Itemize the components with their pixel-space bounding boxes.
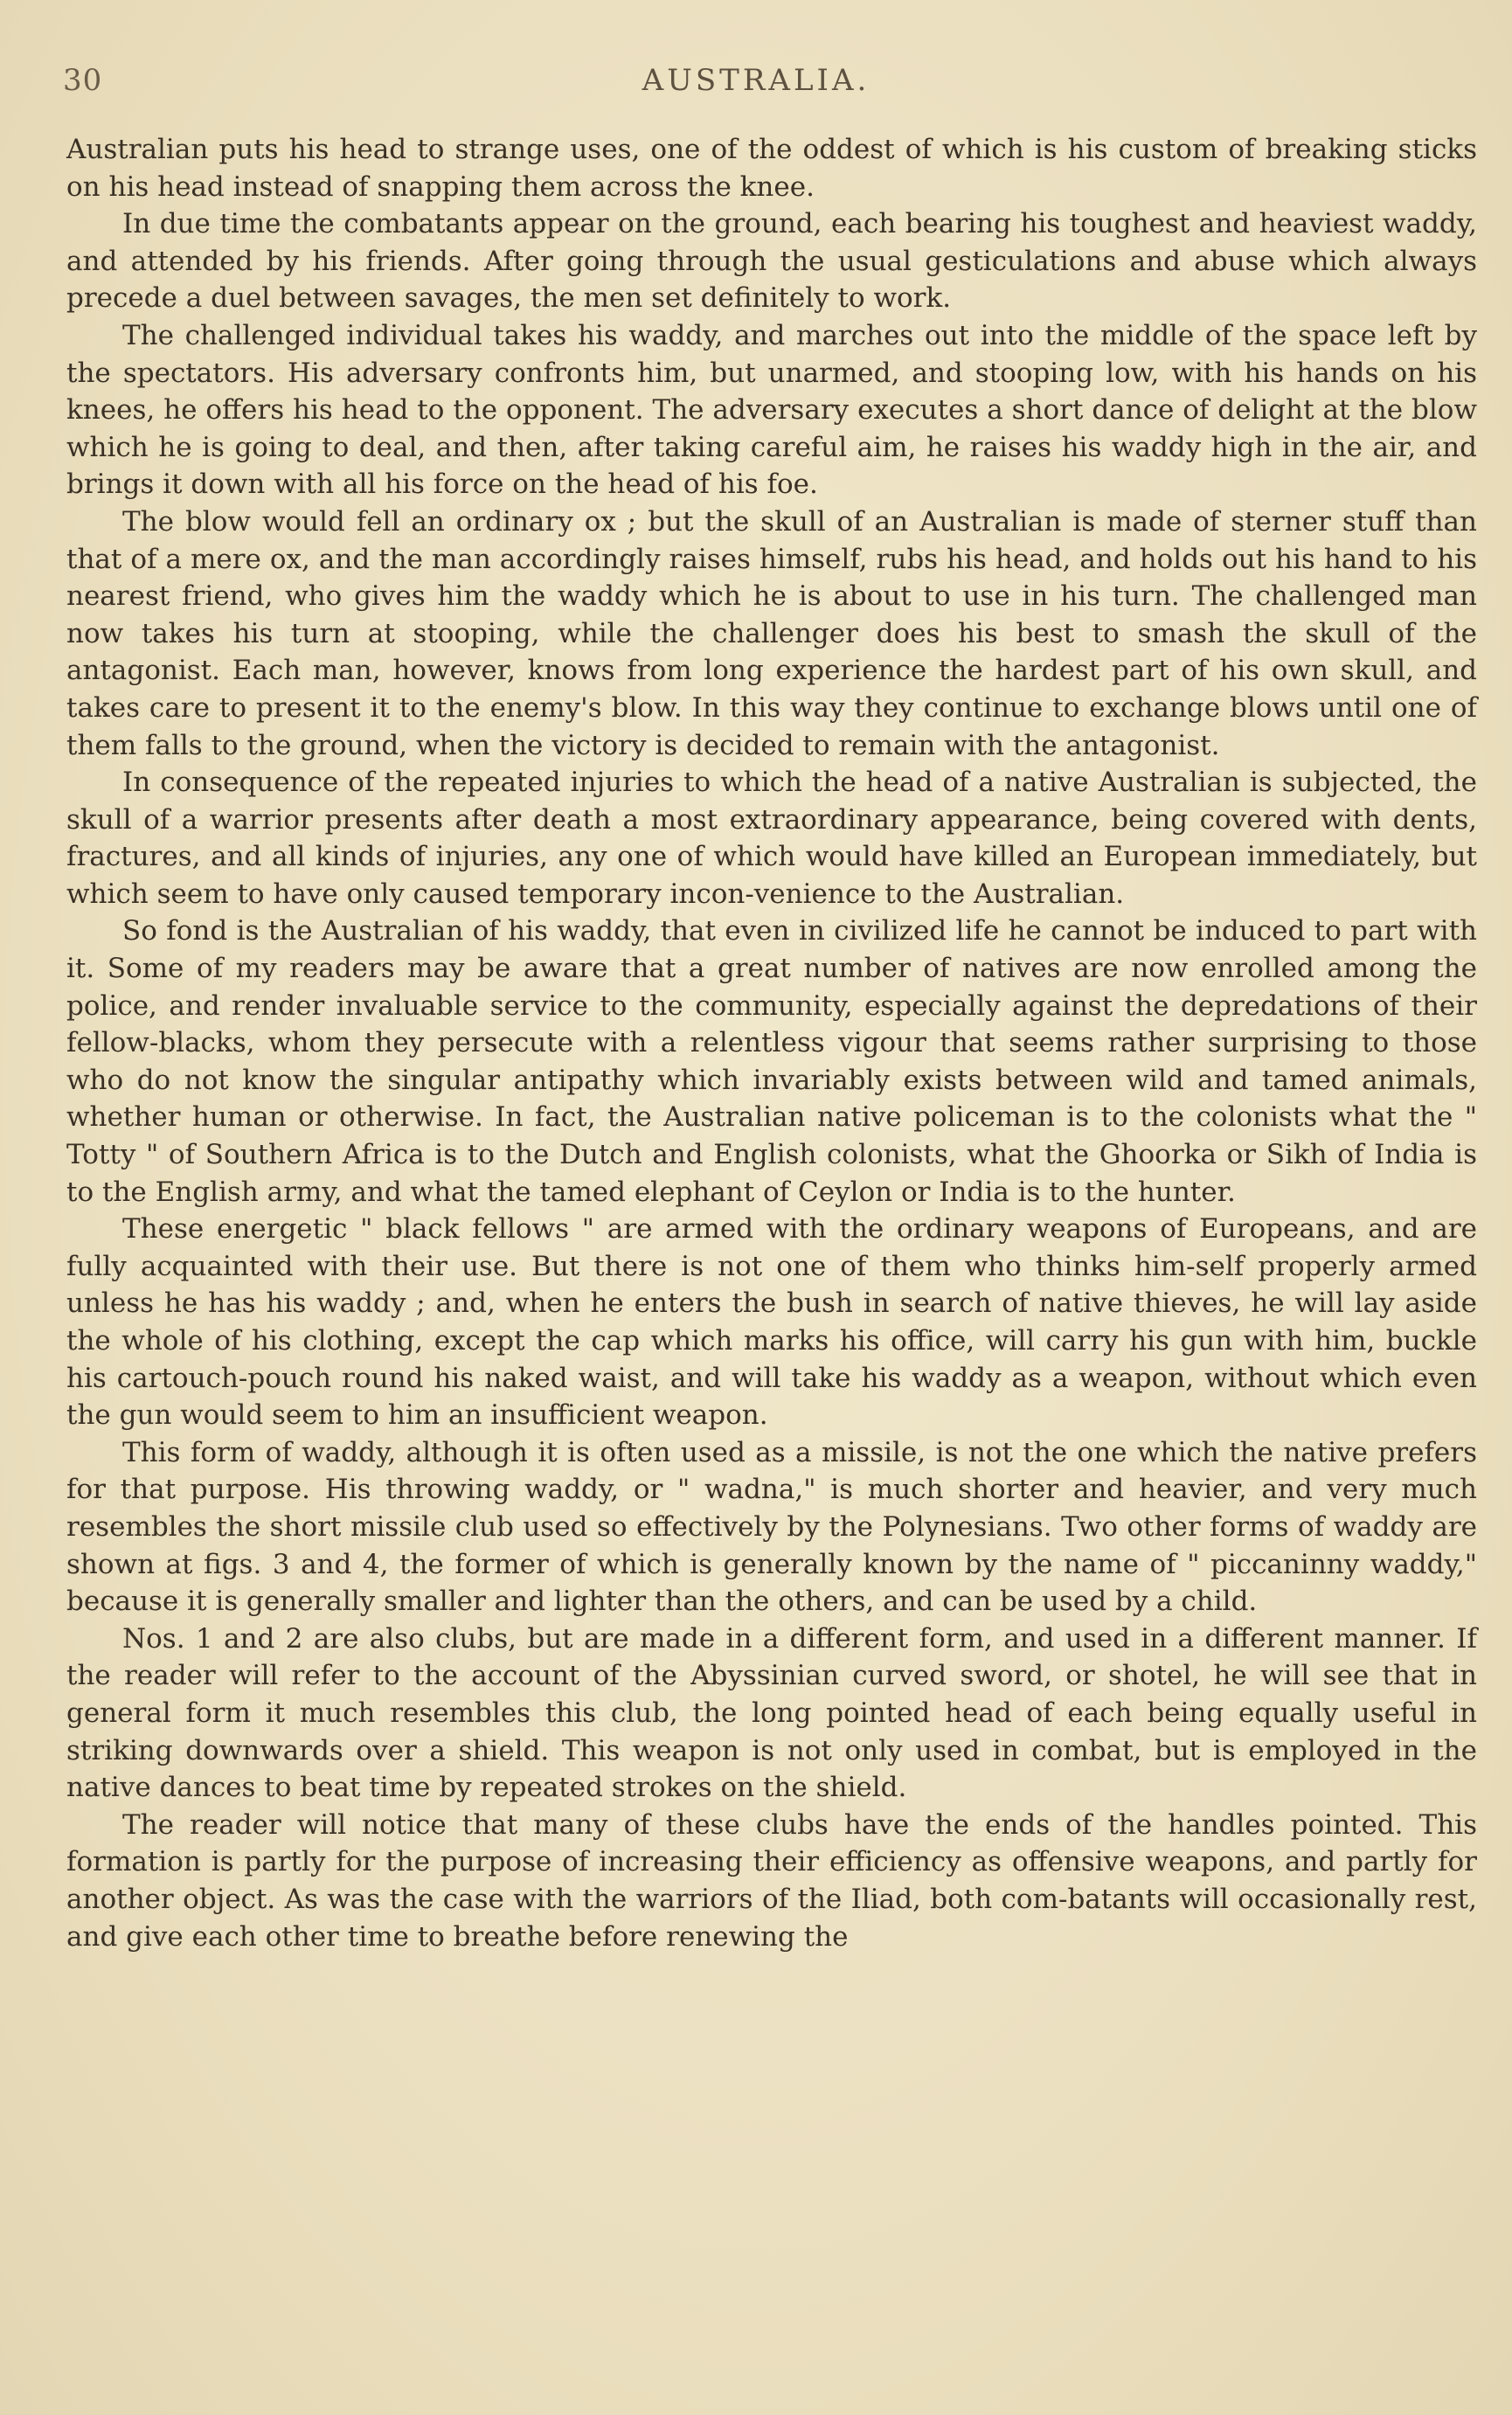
paragraph: Nos. 1 and 2 are also clubs, but are made in a different form, and used in a different manner. If the reader will refer to the account of the Abyssinian curved sword, or shotel, he will see that in general form it much resembles this club, the long pointed head of each being equally useful in striking downwards over a shield. This weapon is not only used in combat, but is employed in the native dances to beat time by repeated strokes on the shield. xyxy=(66,1622,1477,1804)
paragraph: This form of waddy, although it is often used as a missile, is not the one which the native prefers for that purpose. His throwing waddy, or " wadna," is much shorter and heavier, and very much resembles the short missile club used so effectively by the Polynesians. Two other forms of waddy are shown at figs. 3 and 4, the former of which is generally known by the name of " piccaninny waddy," because it is generally smaller and lighter than the others, and can be used by a child. xyxy=(66,1436,1477,1618)
paragraph: These energetic " black fellows " are armed with the ordinary weapons of Europeans, and are fully acquainted with their use. But there is not one of them who thinks him-self properly armed unless he has his waddy ; and, when he enters the bush in search of native thieves, he will lay aside the whole of his clothing, except the cap which marks his office, will carry his gun with him, buckle his cartouch-pouch round his naked waist, and will take his waddy as a weapon, without which even the gun would seem to him an insufficient weapon. xyxy=(66,1213,1477,1432)
paragraph: The challenged individual takes his waddy, and marches out into the middle of the space left by the spectators. His adversary confronts him, but unarmed, and stooping low, with his hands on his knees, he offers his head to the opponent. The adversary executes a short dance of delight at the blow which he is going to deal, and then, after taking careful aim, he raises his waddy high in the air, and brings it down with all his force on the head of his foe. xyxy=(66,319,1477,501)
body-text xyxy=(66,131,1477,1955)
paragraph: In consequence of the repeated injuries to which the head of a native Australian is subjected, the skull of a warrior presents after death a most extraordinary appearance, being covered with dents, fractures, and all kinds of injuries, any one of which would have killed an European immediately, but which seem to have only caused temporary incon-venience to the Australian. xyxy=(66,767,1477,910)
running-head xyxy=(63,63,1449,107)
paragraph: In due time the combatants appear on the ground, each bearing his toughest and heaviest waddy, and attended by his friends. After going through the usual gesticulations and abuse which always precede a duel between savages, the men set definitely to work. xyxy=(66,208,1477,315)
paragraph: Australian puts his head to strange uses, one of the oddest of which is his custom of breaking sticks on his head instead of snapping them across the knee. xyxy=(66,134,1477,203)
paragraph: The blow would fell an ordinary ox ; but the skull of an Australian is made of sterner stuff than that of a mere ox, and the man accordingly raises himself, rubs his head, and holds out his hand to his nearest friend, who gives him the waddy which he is about to use in his turn. The challenged man now takes his turn at stooping, while the challenger does his best to smash the skull of the antagonist. Each man, however, knows from long experience the hardest part of his own skull, and takes care to present it to the enemy's blow. In this way they continue to exchange blows until one of them falls to the ground, when the victory is decided to remain with the antagonist. xyxy=(66,505,1477,761)
paragraph: The reader will notice that many of these clubs have the ends of the handles pointed. This formation is partly for the purpose of increasing their efficiency as offensive weapons, and partly for another object. As was the case with the warriors of the Iliad, both com-batants will occasionally rest, and give each other time to breathe before renewing the xyxy=(66,1808,1477,1953)
running-title: AUSTRALIA. xyxy=(642,63,870,98)
page-number: 30 xyxy=(63,63,103,98)
paragraph: So fond is the Australian of his waddy, that even in civilized life he cannot be induced to part with it. Some of my readers may be aware that a great number of natives are now enrolled among the police, and render invaluable service to the community, especially against the depredations of their fellow-blacks, whom they persecute with a relentless vigour that seems rather surprising to those who do not know the singular antipathy which invariably exists between wild and tamed animals, whether human or otherwise. In fact, the Australian native policeman is to the colonists what the " Totty " of Southern Africa is to the Dutch and English colonists, what the Ghoorka or Sikh of India is to the English army, and what the tamed elephant of Ceylon or India is to the hunter. xyxy=(66,915,1477,1208)
